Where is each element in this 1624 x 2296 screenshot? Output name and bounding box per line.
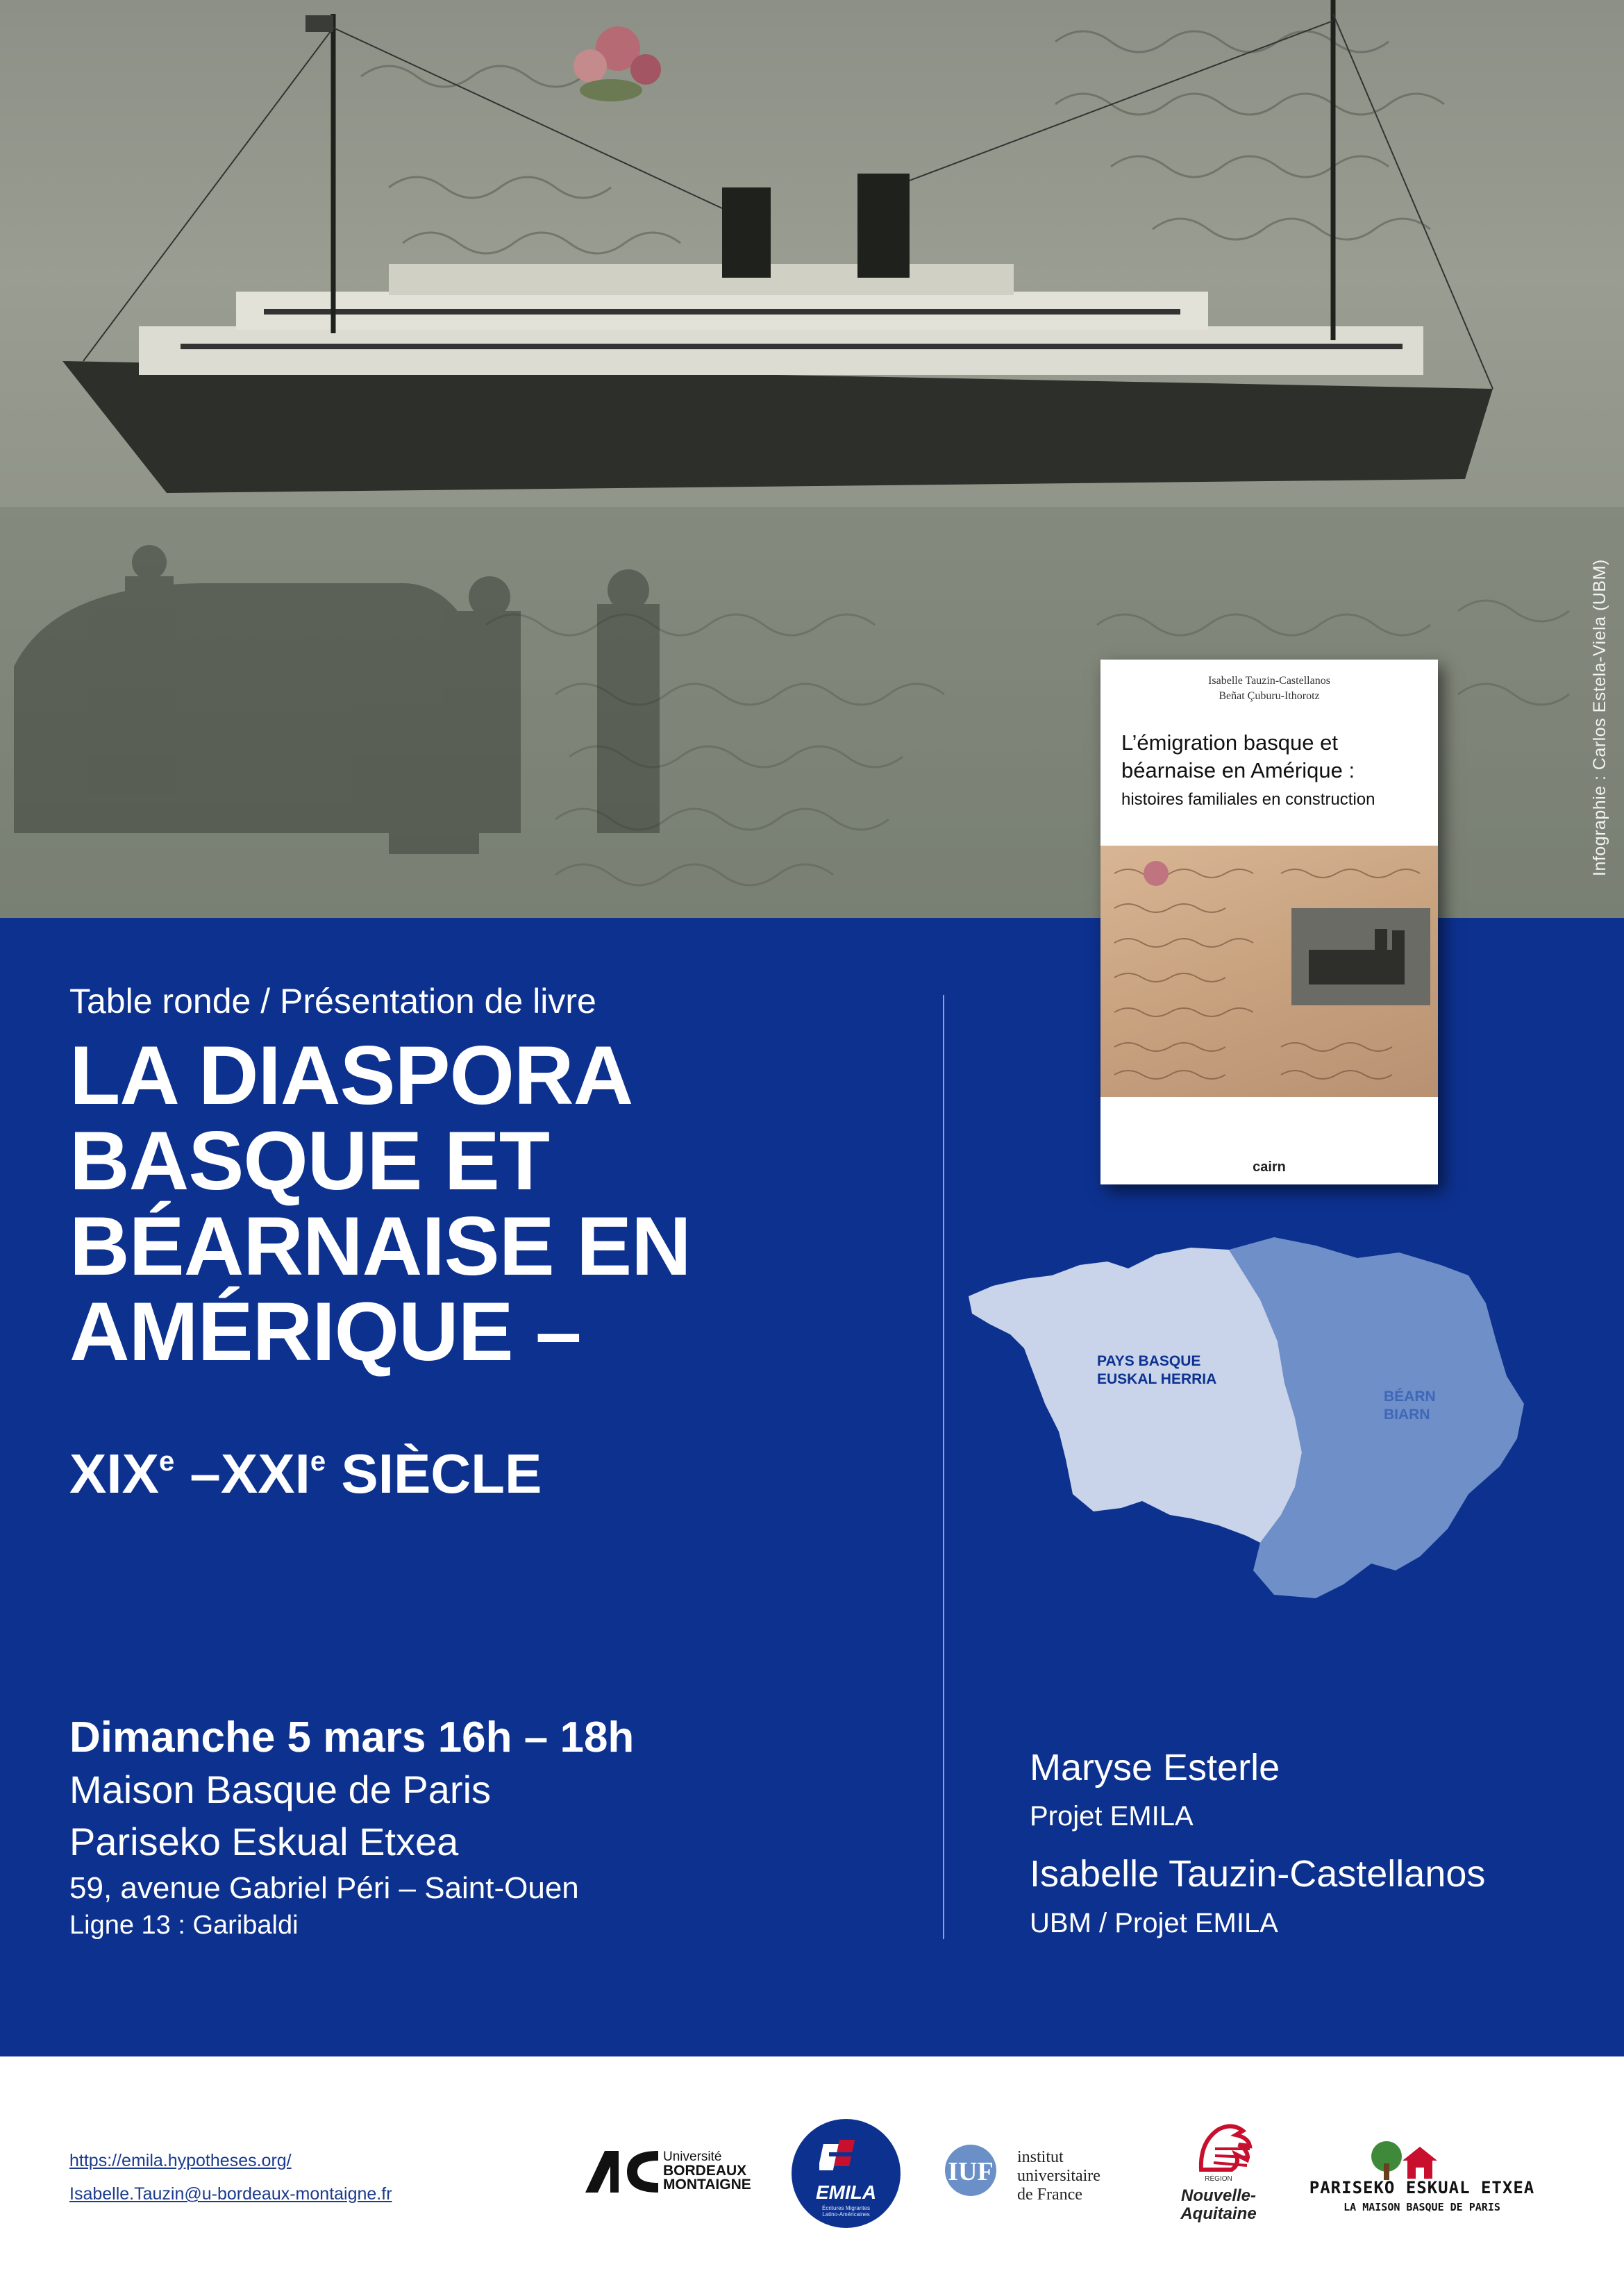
emila-flag-icon [819,2137,875,2175]
ubm-line: BORDEAUX [663,2163,747,2179]
pe-logo-name: PARISEKO ESKUAL ETXEA [1309,2178,1535,2197]
book-title-line: béarnaise en Amérique : [1121,758,1355,782]
book-author: Beñat Çuburu-Ithorotz [1219,690,1320,702]
ubm-line: Université [663,2150,722,2164]
century-range [69,1430,542,1505]
metro-info: Ligne 13 : Garibaldi [69,1911,299,1940]
map-label-line: BIARN [1384,1407,1430,1423]
iuf-line: institut [1017,2148,1064,2166]
iuf-logo-icon [936,2143,1011,2198]
iuf-line: de France [1017,2186,1082,2204]
title-line: AMÉRIQUE – [69,1285,581,1378]
funnel [722,187,771,278]
book-authors [1100,673,1438,704]
ubm-logo-icon [585,2151,658,2193]
title-line: BÉARNAISE EN [69,1200,691,1293]
email-link[interactable]: Isabelle.Tauzin@u-bordeaux-montaigne.fr [69,2184,392,2204]
speaker-name: Isabelle Tauzin-Castellanos [1030,1853,1486,1895]
iuf-mark: IUF [948,2157,994,2186]
map-label-bearn [1384,1388,1436,1424]
event-kind: Table ronde / Présentation de livre [69,982,596,1021]
iuf-logo-text [1017,2148,1100,2204]
website-link[interactable]: https://emila.hypotheses.org/ [69,2151,292,2170]
flower-ornament [574,26,661,101]
venue-name-eu: Pariseko Eskual Etxea [69,1820,459,1863]
speaker-role: UBM / Projet EMILA [1030,1908,1278,1938]
event-title [69,1029,916,1378]
funnel [857,174,910,278]
map-label-line: EUSKAL HERRIA [1097,1371,1217,1387]
century-start-sup: e [158,1446,175,1477]
na-line: Aquitaine [1180,2204,1257,2223]
na-line: Nouvelle- [1180,2186,1257,2205]
book-cover [1100,660,1438,1184]
speaker-role: Projet EMILA [1030,1801,1194,1832]
venue-address: 59, avenue Gabriel Péri – Saint-Ouen [69,1871,579,1905]
ubm-logo-text [663,2150,751,2192]
book-publisher: cairn [1253,1159,1286,1175]
map-label-pays-basque [1097,1352,1216,1389]
title-line: LA DIASPORA [69,1029,633,1122]
book-title [1121,729,1427,785]
emila-logo-name: EMILA [815,2181,877,2203]
house-tree-icon [1364,2140,1455,2181]
century-start: XIX [69,1443,159,1505]
book-cover-image [1100,846,1438,1097]
map-region-pays-basque [969,1248,1302,1543]
speaker-name: Maryse Esterle [1030,1747,1280,1788]
na-logo-region: RÉGION [1205,2175,1232,2183]
book-title-line: L’émigration basque et [1121,730,1338,755]
map-label-line: BÉARN [1384,1389,1436,1405]
emila-tagline-line: Écritures Migrantes [822,2205,870,2211]
title-line: BASQUE ET [69,1114,550,1207]
region-map [969,1237,1545,1605]
century-word: SIÈCLE [326,1443,542,1505]
book-author: Isabelle Tauzin-Castellanos [1208,675,1330,687]
map-label-line: PAYS BASQUE [1097,1353,1201,1369]
photo-credit: Infographie : Carlos Estela-Viela (UBM) [1590,559,1609,876]
na-logo-text [1173,2187,1264,2223]
iuf-line: universitaire [1017,2167,1100,2185]
emila-logo-tagline [792,2205,901,2218]
ubm-line: MONTAIGNE [663,2177,751,2193]
venue-name-fr: Maison Basque de Paris [69,1768,492,1811]
book-subtitle: histoires familiales en construction [1121,790,1375,809]
pe-logo-tagline: LA MAISON BASQUE DE PARIS [1343,2201,1500,2213]
emila-tagline-line: Latino-Américaines [822,2211,870,2218]
century-end: –XXI [174,1443,310,1505]
event-date: Dimanche 5 mars 16h – 18h [69,1713,635,1761]
vertical-divider [943,995,944,1939]
century-end-sup: e [310,1446,326,1477]
lion-icon [1194,2121,1257,2177]
